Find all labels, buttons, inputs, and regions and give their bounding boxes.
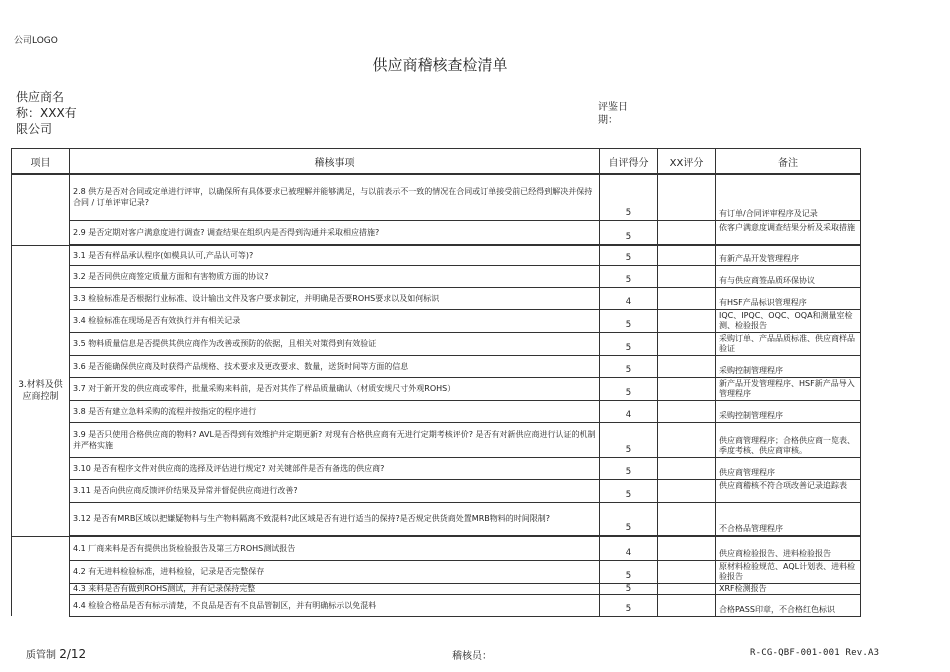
table-row xyxy=(12,536,861,560)
audit-item: 3.7 对于新开发的供应商或零件，批量采购来料前，是否对其作了样品质量确认（材质安规尺寸外观ROHS） xyxy=(70,377,600,400)
self-score: 5 xyxy=(600,309,658,332)
remark xyxy=(716,377,861,400)
remark xyxy=(716,560,861,583)
self-score: 5 xyxy=(600,174,658,220)
remark: 供应商管理程序 xyxy=(716,457,861,479)
remark xyxy=(716,309,861,332)
remark: 有HSF产品标识管理程序 xyxy=(716,287,861,309)
col-header-item: 稽核事项 xyxy=(70,149,600,175)
xx-score xyxy=(658,536,716,560)
audit-item: 3.1 是否有样品承认程序(如模具认可,产品认可等)? xyxy=(70,245,600,265)
self-score: 5 xyxy=(600,502,658,536)
audit-item: 3.2 是否同供应商签定质量方面和有害物质方面的协议? xyxy=(70,265,600,287)
audit-item: 3.9 是否只使用合格供应商的物料? AVL是否得到有效维护并定期更新? 对现有合格供应商有无进行定期考核评价? 是否有对新供应商进行认证的机制并严格实施 xyxy=(70,422,600,457)
self-score: 5 xyxy=(600,245,658,265)
xx-score xyxy=(658,583,716,594)
audit-item: 4.2 有无进料检验标准，进料检验，记录是否完整保存 xyxy=(70,560,600,583)
remark xyxy=(716,583,861,594)
remark: 不合格品管理程序 xyxy=(716,502,861,536)
xx-score xyxy=(658,594,716,616)
audit-item: 3.6 是否能确保供应商及时获得产品规格、技术要求及更改要求、数量，送货时间等方面的信息 xyxy=(70,355,600,377)
remark-text: 采购订单、产品品质标准、供应商样品验证 xyxy=(719,333,855,353)
remark: 有订单/合同评审程序及记录 xyxy=(716,174,861,220)
col-header-self-score: 自评得分 xyxy=(600,149,658,175)
xx-score xyxy=(658,560,716,583)
col-header-xx-score: XX评分 xyxy=(658,149,716,175)
supplier-name-label: 供应商名称：XXX有限公司 xyxy=(16,90,77,136)
audit-item: 3.4 检验标准在现场是否有效执行并有相关记录 xyxy=(70,309,600,332)
xx-score xyxy=(658,174,716,220)
table-row xyxy=(12,309,861,332)
table-row xyxy=(12,355,861,377)
self-score: 5 xyxy=(600,583,658,594)
document-code: R-CG-QBF-001-001 Rev.A3 xyxy=(750,648,880,658)
remark xyxy=(716,332,861,355)
remark-text: IQC、IPQC、OQC、OQA和测量室检测、检验报告 xyxy=(719,310,853,330)
table-row xyxy=(12,457,861,479)
audit-item: 3.3 检验标准是否根据行业标准、设计输出文件及客户要求制定，并明确是否要ROHS要求以及如何标识 xyxy=(70,287,600,309)
self-score: 4 xyxy=(600,536,658,560)
xx-score xyxy=(658,265,716,287)
remark: 供应商管理程序；合格供应商一览表、季度考核、供应商审核。 xyxy=(716,422,861,457)
self-score: 5 xyxy=(600,220,658,245)
xx-score xyxy=(658,287,716,309)
company-logo: 公司LOGO xyxy=(14,36,58,46)
audit-item: 2.9 是否定期对客户满意度进行调查? 调查结果在组织内是否得到沟通并采取相应措施? xyxy=(70,220,600,245)
remark: 有与供应商签品质环保协议 xyxy=(716,265,861,287)
xx-score xyxy=(658,220,716,245)
form-prefix: 质管制 xyxy=(26,650,56,661)
remark: 有新产品开发管理程序 xyxy=(716,245,861,265)
audit-item: 2.8 供方是否对合同或定单进行评审，以确保所有具体要求已被理解并能够满足，与以前表示不一致的情况在合同或订单接受前已经得到解决并保持合同 / 订单评审记录? xyxy=(70,174,600,220)
audit-item xyxy=(70,583,600,594)
remark-text: XRF检测报告 xyxy=(719,583,767,593)
table-row xyxy=(12,422,861,457)
self-score: 5 xyxy=(600,332,658,355)
audit-date-label: 评鉴日期： xyxy=(598,102,628,126)
xx-score xyxy=(658,355,716,377)
table-row xyxy=(12,332,861,355)
table-row xyxy=(12,560,861,583)
xx-score xyxy=(658,245,716,265)
self-score: 5 xyxy=(600,265,658,287)
remark-text: 新产品开发管理程序、HSF新产品导入管理程序 xyxy=(719,378,855,398)
table-row xyxy=(12,583,861,594)
self-score: 4 xyxy=(600,287,658,309)
xx-score xyxy=(658,377,716,400)
remark: 供应商检验报告、进料检验报告 xyxy=(716,536,861,560)
remark: 合格PASS印章，不合格红色标识 xyxy=(716,594,861,616)
table-row xyxy=(12,594,861,616)
audit-item: 3.11 是否向供应商反馈评价结果及异常并督促供应商进行改善? xyxy=(70,479,600,502)
page-title: 供应商稽核查检清单 xyxy=(372,56,508,74)
xx-score xyxy=(658,502,716,536)
remark-text: 原材料检验规范、AQL计划表、进料检验报告 xyxy=(719,561,856,581)
audit-item: 3.5 物料质量信息是否提供其供应商作为改善或预防的依据，且相关对策得到有效验证 xyxy=(70,332,600,355)
table-row xyxy=(12,174,861,220)
xx-score xyxy=(658,400,716,422)
audit-checklist-table xyxy=(11,148,861,617)
table-row xyxy=(12,287,861,309)
remark-text: 供应商稽核不符合项改善记录追踪表 xyxy=(719,480,847,490)
remark: 采购控制管理程序 xyxy=(716,400,861,422)
table-row xyxy=(12,265,861,287)
xx-score xyxy=(658,309,716,332)
remark-text: 依客户满意度调查结果分析及采取措施 xyxy=(719,223,855,232)
xx-score xyxy=(658,422,716,457)
remark xyxy=(716,220,861,245)
col-header-remark: 备注 xyxy=(716,149,861,175)
audit-item: 3.10 是否有程序文件对供应商的选择及评估进行规定? 对关键部件是否有备选的供应商? xyxy=(70,457,600,479)
audit-item-text: 4.3 来料是否有做到ROHS测试，并有记录保持完整 xyxy=(73,583,256,593)
self-score: 5 xyxy=(600,457,658,479)
remark: 采购控制管理程序 xyxy=(716,355,861,377)
auditor-label: 稽核员： xyxy=(452,651,492,662)
self-score: 5 xyxy=(600,355,658,377)
category-cell-contract xyxy=(12,174,70,245)
table-header-row xyxy=(12,149,861,175)
self-score: 5 xyxy=(600,560,658,583)
remark xyxy=(716,479,861,502)
category-cell-incoming xyxy=(12,536,70,616)
self-score: 5 xyxy=(600,594,658,616)
table-row xyxy=(12,502,861,536)
form-page-number xyxy=(26,646,86,661)
xx-score xyxy=(658,457,716,479)
audit-item: 4.4 检验合格品是否有标示清楚，不良品是否有不良品管制区，并有明确标示以免混料 xyxy=(70,594,600,616)
audit-item: 3.12 是否有MRB区域以把嫌疑物料与生产物料隔离不致混料?此区域是否有进行适当的保持?是否规定供货商处置MRB物料的时间限制? xyxy=(70,502,600,536)
self-score: 5 xyxy=(600,377,658,400)
table-row xyxy=(12,377,861,400)
self-score: 4 xyxy=(600,400,658,422)
page-number: 2/12 xyxy=(59,647,87,661)
xx-score xyxy=(658,332,716,355)
category-cell-materials: 3.材料及供应商控制 xyxy=(12,245,70,536)
table-row xyxy=(12,479,861,502)
audit-item: 4.1 厂商来料是否有提供出货检验报告及第三方ROHS测试报告 xyxy=(70,536,600,560)
table-row xyxy=(12,220,861,245)
self-score: 5 xyxy=(600,422,658,457)
table-row xyxy=(12,245,861,265)
audit-item: 3.8 是否有建立急料采购的流程并按指定的程序进行 xyxy=(70,400,600,422)
self-score: 5 xyxy=(600,479,658,502)
table-row xyxy=(12,400,861,422)
xx-score xyxy=(658,479,716,502)
col-header-category: 项目 xyxy=(12,149,70,175)
